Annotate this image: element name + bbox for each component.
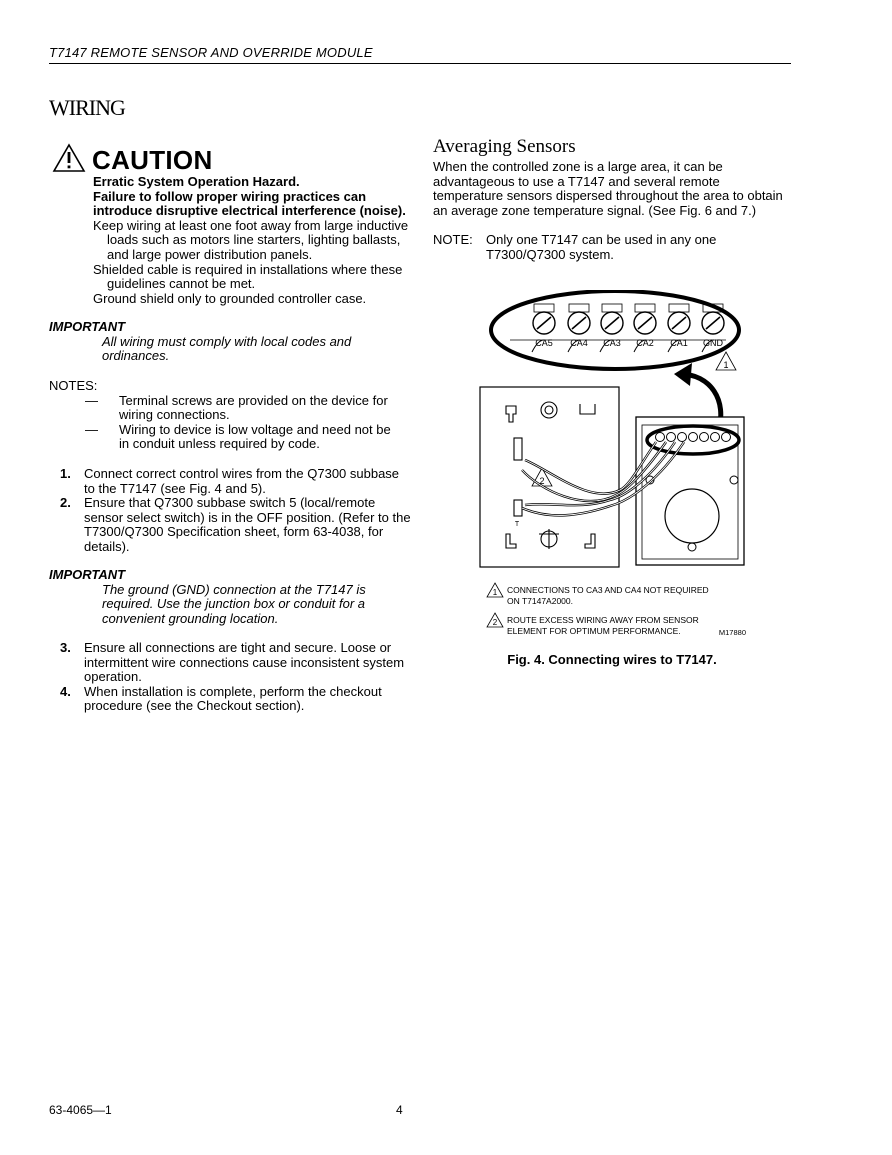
important-text: All wiring must comply with local codes and ordinances. xyxy=(102,333,352,364)
note-label: NOTE: xyxy=(433,232,473,247)
sensor-label: T xyxy=(514,521,520,528)
figure-note-2 xyxy=(487,613,699,636)
note-text: Wiring to device is low voltage and need not be in conduit unless required by code. xyxy=(119,421,391,452)
step-number: 1. xyxy=(60,466,71,481)
arrowhead xyxy=(674,363,692,386)
terminal-label: CA5 xyxy=(535,338,553,348)
note-block xyxy=(433,233,793,262)
notes-block xyxy=(49,379,409,452)
footer-page-number: 4 xyxy=(396,1103,403,1117)
footer-doc-number: 63-4065—1 xyxy=(49,1103,112,1117)
module-screw-icon xyxy=(711,433,720,442)
notes-label: NOTES: xyxy=(49,378,98,393)
important-label: IMPORTANT xyxy=(49,567,126,582)
module-screw-icon xyxy=(678,433,687,442)
section-title-averaging: Averaging Sensors xyxy=(433,136,576,157)
step-text: Connect correct control wires from the Q7300 subbase to the T7147 (see Fig. 4 and 5). xyxy=(84,466,400,496)
header-rule xyxy=(49,63,791,64)
terminal-label: CA3 xyxy=(603,338,621,348)
warning-triangle-icon xyxy=(52,143,86,173)
caution-item: Keep wiring at least one foot away from large inductive loads such as motors line starters, lighting ballasts, and large power distribution panels. xyxy=(93,217,409,262)
note-item xyxy=(49,394,399,423)
note-text: Terminal screws are provided on the device for wiring connections. xyxy=(119,392,388,423)
caution-bold-line: Erratic System Operation Hazard. xyxy=(93,174,300,189)
module-screw-icon xyxy=(667,433,676,442)
step-item xyxy=(49,685,411,714)
module-screw-icon xyxy=(689,433,698,442)
caution-heading: CAUTION xyxy=(92,145,213,175)
step-number: 4. xyxy=(60,683,71,699)
callout-number: 1 xyxy=(723,360,729,370)
caution-bold-line: Failure to follow proper wiring practices can xyxy=(93,188,367,204)
averaging-body: When the controlled zone is a large area, it can be advantageous to use a T7147 and several remote temperature sensors dispersed throughout the area to obtain an average zone temperature signal. (See Fig. 6 and 7.) xyxy=(433,159,783,218)
important-block xyxy=(49,568,409,626)
step-text: Ensure that Q7300 subbase switch 5 (local/remote sensor select switch) is in the OFF position. (Refer to the T7300/Q7300 Specification sheet, form 63-4038, for details). xyxy=(84,495,411,554)
note-dash: — xyxy=(85,392,98,408)
note-line: ELEMENT FOR OPTIMUM PERFORMANCE. xyxy=(507,626,681,636)
note-dash: — xyxy=(85,421,98,437)
step-item xyxy=(49,641,411,685)
note-line: ON T7147A2000. xyxy=(507,596,573,606)
steps-list-b xyxy=(49,641,411,714)
terminal-label: CA4 xyxy=(570,338,588,348)
steps-list-a xyxy=(49,467,411,555)
note-line: ROUTE EXCESS WIRING AWAY FROM SENSOR xyxy=(507,615,699,625)
terminal-label: CA2 xyxy=(636,338,654,348)
step-text: Ensure all connections are tight and secure. Loose or intermittent wire connections cause inconsistent system operation. xyxy=(84,640,405,685)
caution-item: Shielded cable is required in installations where these guidelines cannot be met. xyxy=(93,261,403,292)
step-text: When installation is complete, perform the checkout procedure (see the Checkout section). xyxy=(84,683,382,714)
figure-note-1 xyxy=(487,583,709,606)
caution-item: Ground shield only to grounded controller case. xyxy=(93,290,367,306)
wiring-diagram xyxy=(470,290,770,645)
important-text: The ground (GND) connection at the T7147 is required. Use the junction box or conduit for a convenient grounding location. xyxy=(102,581,366,626)
module-screw-icon xyxy=(656,433,665,442)
step-item xyxy=(49,467,411,496)
note-number: 1 xyxy=(492,588,498,597)
important-label: IMPORTANT xyxy=(49,319,126,334)
caution-body xyxy=(93,175,413,306)
step-item xyxy=(49,496,411,554)
module-screw-icon xyxy=(722,433,731,442)
note-line: CONNECTIONS TO CA3 AND CA4 NOT REQUIRED xyxy=(507,585,709,595)
note-item xyxy=(49,423,399,452)
caution-bold-line: introduce disruptive electrical interference (noise). xyxy=(93,203,406,219)
running-header: T7147 REMOTE SENSOR AND OVERRIDE MODULE xyxy=(49,45,373,60)
callout-triangle-1 xyxy=(716,352,736,370)
terminal-label: CA1 xyxy=(670,338,688,348)
module-screw-icon xyxy=(700,433,709,442)
note-number: 2 xyxy=(492,618,498,627)
figure-caption: Fig. 4. Connecting wires to T7147. xyxy=(507,652,717,667)
section-title-wiring: WIRING xyxy=(49,95,125,120)
terminal-strip xyxy=(510,304,726,352)
terminal-label: GND xyxy=(703,338,723,348)
note-text: Only one T7147 can be used in any one T7300/Q7300 system. xyxy=(486,232,717,262)
step-number: 3. xyxy=(60,640,71,655)
callout-number: 2 xyxy=(539,476,545,486)
important-block xyxy=(49,320,409,364)
figure-code: M17880 xyxy=(718,628,746,637)
step-number: 2. xyxy=(60,495,71,511)
